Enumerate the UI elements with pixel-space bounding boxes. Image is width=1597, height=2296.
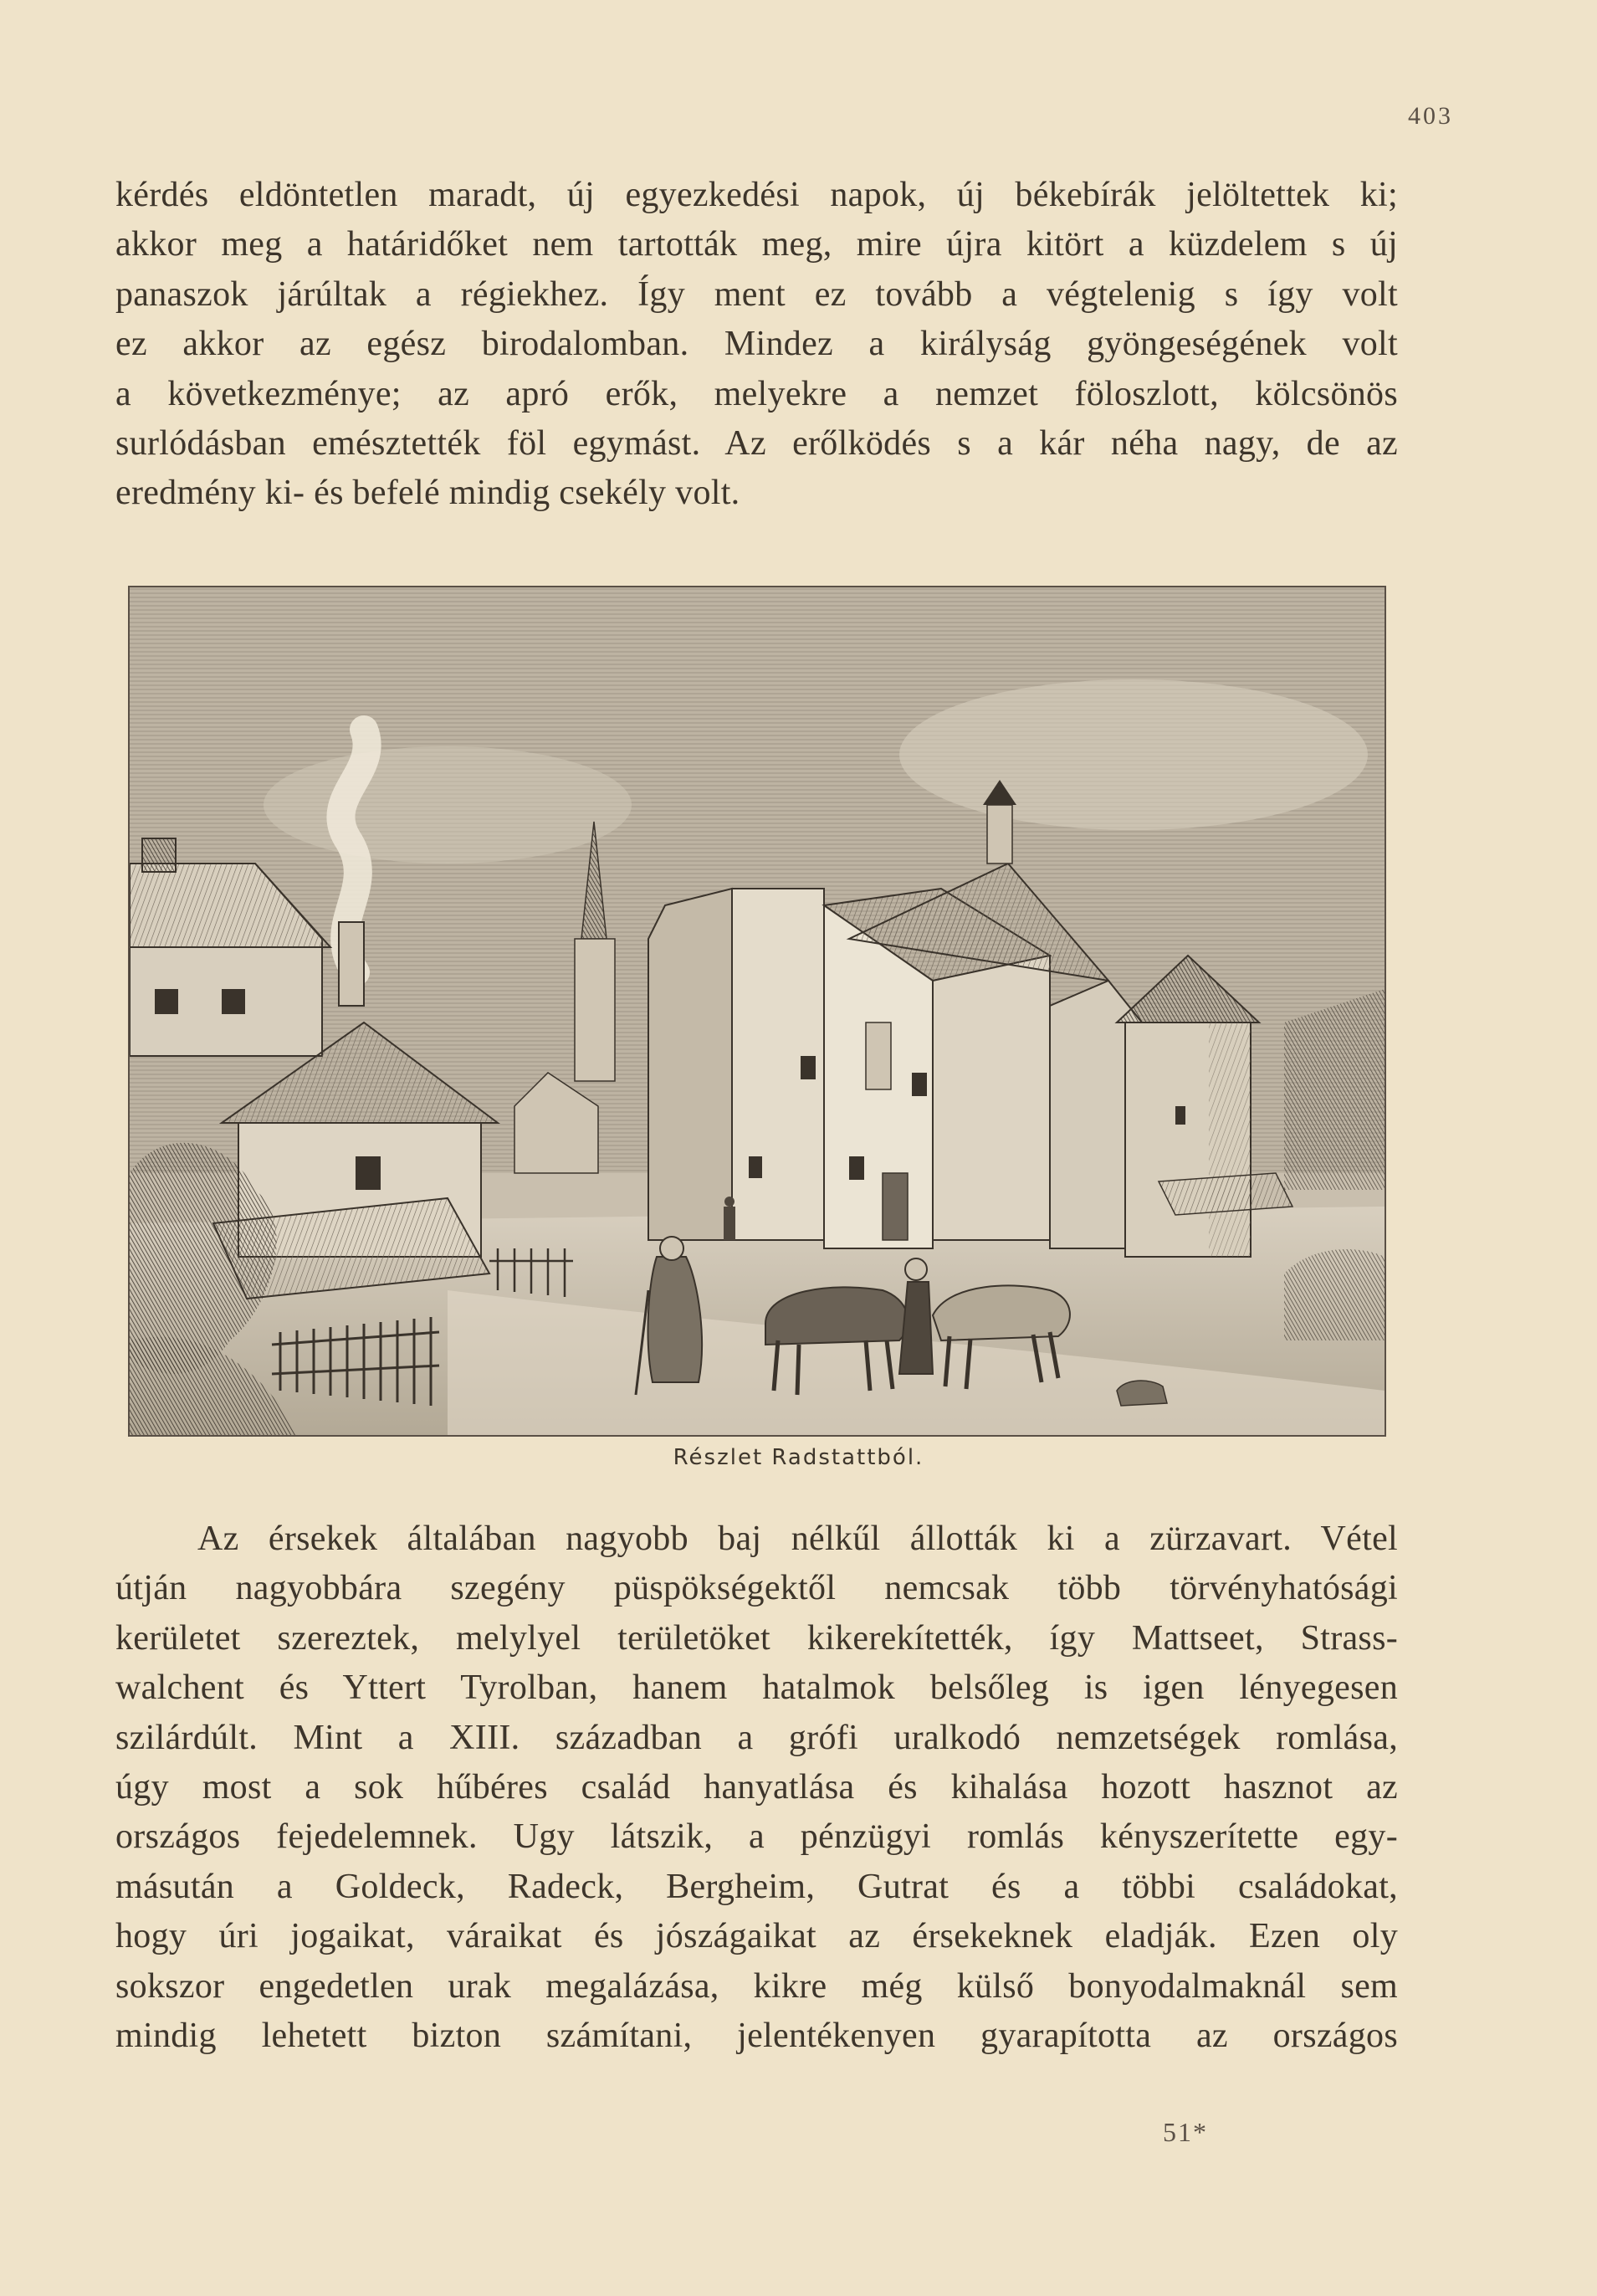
text-line: hogy úri jogaikat, váraikat és jószágaikat az érsekeknek eladják. Ezen oly (115, 1917, 1398, 1956)
text-line: akkor meg a határidőket nem tartották meg, mire újra kitört a küzdelem s új (115, 225, 1398, 264)
engraving-illustration (128, 586, 1386, 1437)
text-line: mindig lehetett bizton számítani, jelentékenyen gyarapította az országos (115, 2017, 1398, 2056)
text-line: szilárdúlt. Mint a XIII. században a grófi uralkodó nemzetségek romlása, (115, 1718, 1398, 1757)
text-line: kérdés eldöntetlen maradt, új egyezkedési napok, új békebírák jelöltettek ki; (115, 176, 1398, 214)
text-line: walchent és Yttert Tyrolban, hanem hatalmok belsőleg is igen lényegesen (115, 1668, 1398, 1708)
paragraph-top (115, 171, 1398, 519)
text-line: panaszok járúltak a régiekhez. Így ment ez tovább a végtelenig s így volt (115, 274, 1398, 314)
text-line: sokszor engedetlen urak megalázása, kikre még külső bonyodalmaknál sem (115, 1966, 1398, 2006)
text-line: útján nagyobbára szegény püspökségektől nemcsak több törvényhatósági (115, 1569, 1398, 1608)
text-line: úgy most a sok hűbéres család hanyatlása és kihalása hozott hasznot az (115, 1768, 1398, 1807)
text-line: kerületet szereztek, melylyel területöket kikerekítették, így Mattseet, Strass- (115, 1618, 1398, 1658)
text-line: országos fejedelemnek. Ugy látszik, a pénzügyi romlás kényszerítette egy- (115, 1817, 1398, 1857)
signature-mark: 51* (1163, 2117, 1208, 2147)
text-line: a következménye; az apró erők, melyekre a nemzet föloszlott, kölcsönös (115, 374, 1398, 413)
text-line: Az érsekek általában nagyobb baj nélkűl állották ki a zürzavart. Vétel (197, 1520, 1398, 1558)
text-line: másután a Goldeck, Radeck, Bergheim, Gutrat és a többi családokat, (115, 1867, 1398, 1906)
page-number: 403 (1408, 102, 1453, 130)
text-line: eredmény ki- és befelé mindig csekély volt. (115, 474, 740, 513)
text-line: surlódásban emésztették föl egymást. Az erőlködés s a kár néha nagy, de az (115, 424, 1398, 464)
village-street-engraving (130, 587, 1385, 1435)
text-line: ez akkor az egész birodalomban. Mindez a királyság gyöngeségének volt (115, 325, 1398, 364)
figure-caption: Részlet Radstattból. (673, 1445, 924, 1470)
paragraph-bottom (115, 1514, 1398, 2061)
